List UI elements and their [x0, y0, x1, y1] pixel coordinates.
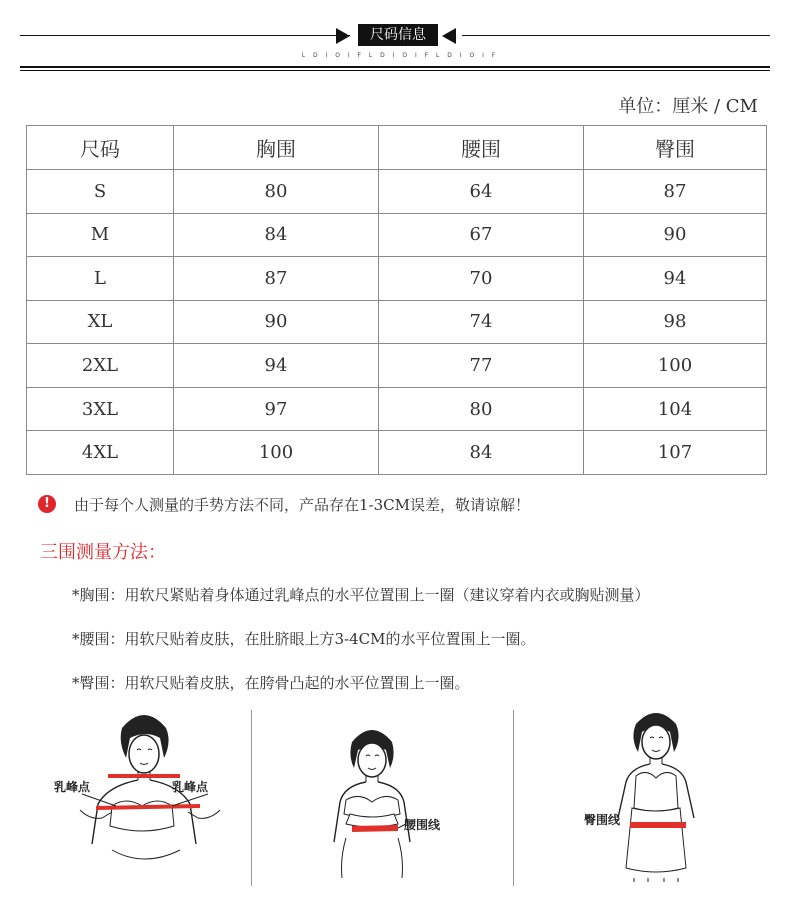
cell-waist: 70	[379, 257, 584, 301]
column-header-size: 尺码	[27, 126, 174, 170]
method-bust: *胸围：用软尺紧贴着身体通过乳峰点的水平位置围上一圈（建议穿着内衣或胸贴测量）	[72, 586, 650, 604]
cell-size: S	[27, 170, 174, 214]
hip-figure	[580, 710, 780, 886]
waist-figure	[300, 710, 500, 886]
cell-bust: 100	[174, 431, 379, 475]
table-row	[27, 300, 767, 344]
hip-line-label: 臀围线	[584, 813, 621, 827]
cell-size: 3XL	[27, 387, 174, 431]
cell-hip: 87	[584, 170, 767, 214]
table-row	[27, 344, 767, 388]
cell-hip: 90	[584, 213, 767, 257]
size-table	[26, 125, 767, 475]
header-arrow-left-icon	[336, 28, 350, 44]
cell-bust: 94	[174, 344, 379, 388]
cell-size: 2XL	[27, 344, 174, 388]
cell-waist: 80	[379, 387, 584, 431]
waist-illustration	[300, 710, 500, 886]
table-row	[27, 257, 767, 301]
table-header-row	[27, 126, 767, 170]
table-row	[27, 387, 767, 431]
cell-hip: 94	[584, 257, 767, 301]
cell-hip: 107	[584, 431, 767, 475]
unit-label: 单位：厘米 / CM	[618, 96, 758, 117]
figure-divider-right	[513, 710, 514, 886]
cell-hip: 100	[584, 344, 767, 388]
bust-illustration	[60, 710, 250, 886]
bust-point-label-right: 乳峰点	[172, 780, 209, 794]
table-row	[27, 170, 767, 214]
table-row	[27, 213, 767, 257]
methods-title: 三围测量方法：	[40, 542, 166, 563]
cell-size: XL	[27, 300, 174, 344]
cell-bust: 80	[174, 170, 379, 214]
cell-hip: 98	[584, 300, 767, 344]
header-double-rule-bottom	[20, 70, 770, 71]
hip-illustration	[580, 710, 780, 886]
header-rule-right	[462, 35, 770, 36]
figure-divider-left	[251, 710, 252, 886]
cell-hip: 104	[584, 387, 767, 431]
header-arrow-right-icon	[442, 28, 456, 44]
cell-bust: 97	[174, 387, 379, 431]
header-subtitle: L D I O I F L D I O I F L D I O I F	[301, 52, 499, 59]
bust-point-label-left: 乳峰点	[54, 780, 91, 794]
cell-waist: 84	[379, 431, 584, 475]
cell-bust: 84	[174, 213, 379, 257]
header-double-rule-top	[20, 66, 770, 68]
column-header-hip: 臀围	[584, 126, 767, 170]
cell-size: 4XL	[27, 431, 174, 475]
cell-waist: 77	[379, 344, 584, 388]
waist-line-label: 腰围线	[404, 818, 441, 832]
cell-size: L	[27, 257, 174, 301]
notice-text: 由于每个人测量的手势方法不同，产品存在1-3CM误差，敬请谅解！	[74, 496, 530, 514]
column-header-waist: 腰围	[379, 126, 584, 170]
bust-figure	[54, 710, 250, 886]
column-header-bust: 胸围	[174, 126, 379, 170]
cell-waist: 64	[379, 170, 584, 214]
cell-waist: 74	[379, 300, 584, 344]
cell-size: M	[27, 213, 174, 257]
cell-bust: 87	[174, 257, 379, 301]
cell-bust: 90	[174, 300, 379, 344]
warning-icon: !	[38, 495, 56, 513]
cell-waist: 67	[379, 213, 584, 257]
method-hip: *臀围：用软尺贴着皮肤，在胯骨凸起的水平位置围上一圈。	[72, 674, 470, 692]
table-row	[27, 431, 767, 475]
header-rule-left	[20, 35, 350, 36]
header-title: 尺码信息	[358, 24, 438, 46]
method-waist: *腰围：用软尺贴着皮肤，在肚脐眼上方3-4CM的水平位置围上一圈。	[72, 630, 536, 648]
